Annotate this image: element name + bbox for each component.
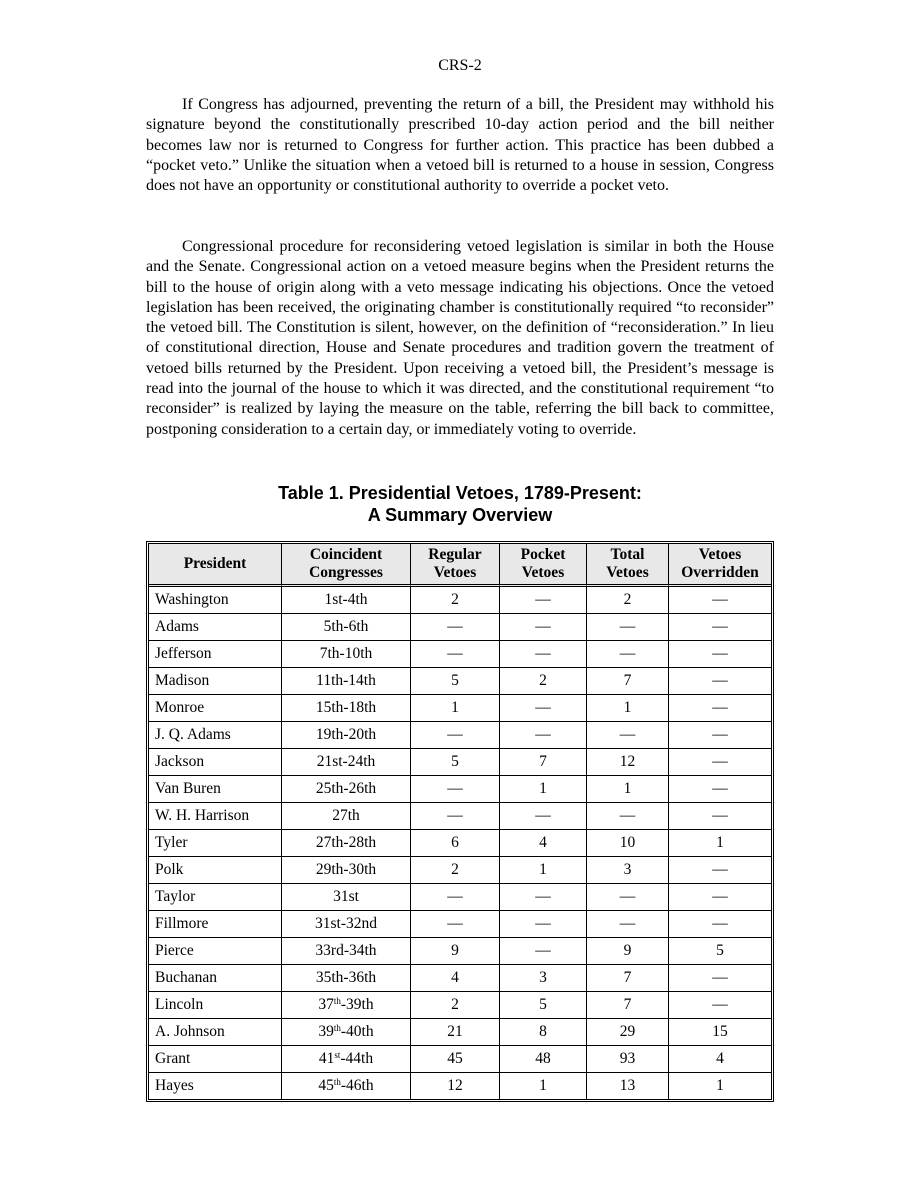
vetoes-overridden-cell: — [669,992,771,1019]
pocket-vetoes-cell: 1 [500,857,587,884]
vetoes-overridden-cell: 15 [669,1019,771,1046]
regular-vetoes-cell: — [411,722,500,749]
congresses-cell: 35th-36th [282,965,411,992]
president-cell: Jefferson [149,641,282,668]
total-vetoes-cell: 12 [587,749,669,776]
vetoes-overridden-cell: — [669,722,771,749]
regular-vetoes-cell: — [411,803,500,830]
congresses-cell: 27th [282,803,411,830]
total-vetoes-cell: — [587,722,669,749]
pocket-vetoes-cell: — [500,614,587,641]
pocket-vetoes-cell: 1 [500,1073,587,1099]
vetoes-overridden-cell: — [669,776,771,803]
column-header-president: President [149,544,282,587]
regular-vetoes-cell: 5 [411,668,500,695]
vetoes-table [146,541,774,1102]
column-header-congresses: Coincident Congresses [282,544,411,587]
total-vetoes-cell: — [587,803,669,830]
total-vetoes-cell: 3 [587,857,669,884]
vetoes-overridden-cell: — [669,641,771,668]
column-header-pocket-vetoes: Pocket Vetoes [500,544,587,587]
regular-vetoes-cell: 6 [411,830,500,857]
president-cell: A. Johnson [149,1019,282,1046]
pocket-vetoes-cell: 3 [500,965,587,992]
pocket-vetoes-cell: 5 [500,992,587,1019]
regular-vetoes-cell: 2 [411,992,500,1019]
total-vetoes-cell: 7 [587,965,669,992]
vetoes-overridden-cell: — [669,695,771,722]
table-row [149,668,771,695]
table-title-line-2: A Summary Overview [367,505,553,525]
pocket-vetoes-cell: 7 [500,749,587,776]
table-row [149,803,771,830]
total-vetoes-cell: 1 [587,695,669,722]
table-title [0,482,920,526]
congresses-cell: 19th-20th [282,722,411,749]
regular-vetoes-cell: 2 [411,857,500,884]
vetoes-overridden-cell: — [669,614,771,641]
pocket-vetoes-cell: 48 [500,1046,587,1073]
vetoes-overridden-cell: 1 [716,1077,724,1094]
vetoes-overridden-cell: — [669,857,771,884]
president-cell: Fillmore [149,911,282,938]
pocket-vetoes-cell: — [500,587,587,614]
table-row [149,722,771,749]
regular-vetoes-cell: — [411,884,500,911]
congresses-cell: 39th-40th [282,1019,411,1046]
congresses-cell: 31st-32nd [282,911,411,938]
pocket-vetoes-cell: 8 [500,1019,587,1046]
president-cell: Tyler [149,830,282,857]
regular-vetoes-cell: — [411,641,500,668]
congresses-cell: 11th-14th [282,668,411,695]
president-cell: Monroe [149,695,282,722]
table-body [149,587,771,1099]
congresses-cell: 31st [282,884,411,911]
table-row [149,614,771,641]
president-cell: Grant [149,1046,282,1073]
regular-vetoes-cell: — [411,911,500,938]
table-row [149,992,771,1019]
vetoes-overridden-cell: 1 [669,830,771,857]
pocket-vetoes-cell: — [500,695,587,722]
table-row [149,695,771,722]
table-row [149,857,771,884]
column-header-vetoes-overridden: Vetoes Overridden [669,544,771,587]
congresses-cell: 29th-30th [282,857,411,884]
president-cell: Lincoln [149,992,282,1019]
pocket-vetoes-cell: — [500,938,587,965]
president-cell: Hayes [149,1073,282,1099]
table-row [149,776,771,803]
congresses-cell: 45th-46th [282,1073,411,1099]
congresses-cell: 5th-6th [282,614,411,641]
vetoes-overridden-cell: — [669,587,771,614]
congresses-cell: 1st-4th [282,587,411,614]
vetoes-table-container [146,541,774,1102]
pocket-vetoes-cell: 4 [500,830,587,857]
president-cell: Jackson [149,749,282,776]
president-cell: Polk [149,857,282,884]
vetoes-overridden-cell: 5 [669,938,771,965]
president-cell: Adams [149,614,282,641]
president-cell: Taylor [149,884,282,911]
vetoes-overridden-cell: — [669,749,771,776]
total-vetoes-cell: — [587,884,669,911]
regular-vetoes-cell: 21 [411,1019,500,1046]
table-row [149,911,771,938]
table-row [149,830,771,857]
regular-vetoes-cell: 12 [411,1073,500,1099]
table-title-line-1: Table 1. Presidential Vetoes, 1789-Present: [278,483,642,503]
table-row [149,938,771,965]
pocket-vetoes-cell: — [500,722,587,749]
total-vetoes-cell: 2 [587,587,669,614]
congresses-cell: 27th-28th [282,830,411,857]
total-vetoes-cell: 9 [587,938,669,965]
pocket-vetoes-cell: — [500,911,587,938]
table-row [149,1073,771,1099]
pocket-vetoes-cell: — [500,803,587,830]
total-vetoes-cell: 93 [587,1046,669,1073]
regular-vetoes-cell: — [411,614,500,641]
president-cell: W. H. Harrison [149,803,282,830]
congresses-cell: 37th-39th [282,992,411,1019]
congresses-cell: 7th-10th [282,641,411,668]
total-vetoes-cell: 10 [587,830,669,857]
vetoes-overridden-cell: 4 [669,1046,771,1073]
total-vetoes-cell: 7 [587,992,669,1019]
regular-vetoes-cell: 5 [411,749,500,776]
regular-vetoes-cell: — [411,776,500,803]
table-row [149,1046,771,1073]
pocket-vetoes-cell: 2 [500,668,587,695]
congresses-cell: 15th-18th [282,695,411,722]
paragraph-pocket-veto: If Congress has adjourned, preventing the return of a bill, the President may withhold his signature beyond the constitutionally prescribed 10-day action period and the bill neither becomes law nor is returned to Congress for further action. This practice has been dubbed a “pocket veto.” Unlike the situation when a vetoed bill is returned to a house in session, Congress does not have an opportunity or constitutional authority to override a pocket veto. [146,96,774,195]
regular-vetoes-cell: 4 [411,965,500,992]
column-header-regular-vetoes: Regular Vetoes [411,544,500,587]
congresses-cell: 21st-24th [282,749,411,776]
vetoes-overridden-cell: — [669,965,771,992]
table-row [149,965,771,992]
president-cell: Buchanan [149,965,282,992]
total-vetoes-cell: 13 [587,1073,669,1099]
table-row [149,884,771,911]
regular-vetoes-cell: 2 [411,587,500,614]
president-cell: J. Q. Adams [149,722,282,749]
column-header-total-vetoes: Total Vetoes [587,544,669,587]
total-vetoes-cell: 7 [587,668,669,695]
total-vetoes-cell: 1 [587,776,669,803]
table-row [149,641,771,668]
vetoes-overridden-cell: — [669,668,771,695]
president-cell: Washington [149,587,282,614]
regular-vetoes-cell: 1 [411,695,500,722]
pocket-vetoes-cell: — [500,884,587,911]
congresses-cell: 41st-44th [282,1046,411,1073]
table-header-row [149,544,771,587]
page-number: CRS-2 [438,57,482,74]
regular-vetoes-cell: 9 [411,938,500,965]
president-cell: Madison [149,668,282,695]
president-cell: Pierce [149,938,282,965]
vetoes-overridden-cell: — [669,911,771,938]
vetoes-overridden-cell: — [669,803,771,830]
table-row [149,749,771,776]
pocket-vetoes-cell: — [500,641,587,668]
pocket-vetoes-cell: 1 [500,776,587,803]
paragraph-reconsideration: Congressional procedure for reconsidering vetoed legislation is similar in both the House and the Senate. Congressional action on a vetoed measure begins when the President returns the bill to the house of origin along with a veto message indicating his objections. Once the vetoed legislation has been received, the originating chamber is constitutionally required “to reconsider” the vetoed bill. The Constitution is silent, however, on the definition of “reconsideration.” In lieu of constitutional direction, House and Senate procedures and tradition govern the treatment of vetoed bills returned by the President. Upon receiving a vetoed bill, the President’s message is read into the journal of the house to which it was directed, and the constitutional requirement “to reconsider” is realized by laying the measure on the table, referring the bill back to committee, postponing consideration to a certain day, or immediately voting to override. [146,238,774,438]
president-cell: Van Buren [149,776,282,803]
total-vetoes-cell: — [587,641,669,668]
congresses-cell: 33rd-34th [282,938,411,965]
table-row [149,587,771,614]
total-vetoes-cell: — [587,614,669,641]
vetoes-overridden-cell: — [669,884,771,911]
congresses-cell: 25th-26th [282,776,411,803]
table-row [149,1019,771,1046]
total-vetoes-cell: — [587,911,669,938]
total-vetoes-cell: 29 [587,1019,669,1046]
regular-vetoes-cell: 45 [411,1046,500,1073]
